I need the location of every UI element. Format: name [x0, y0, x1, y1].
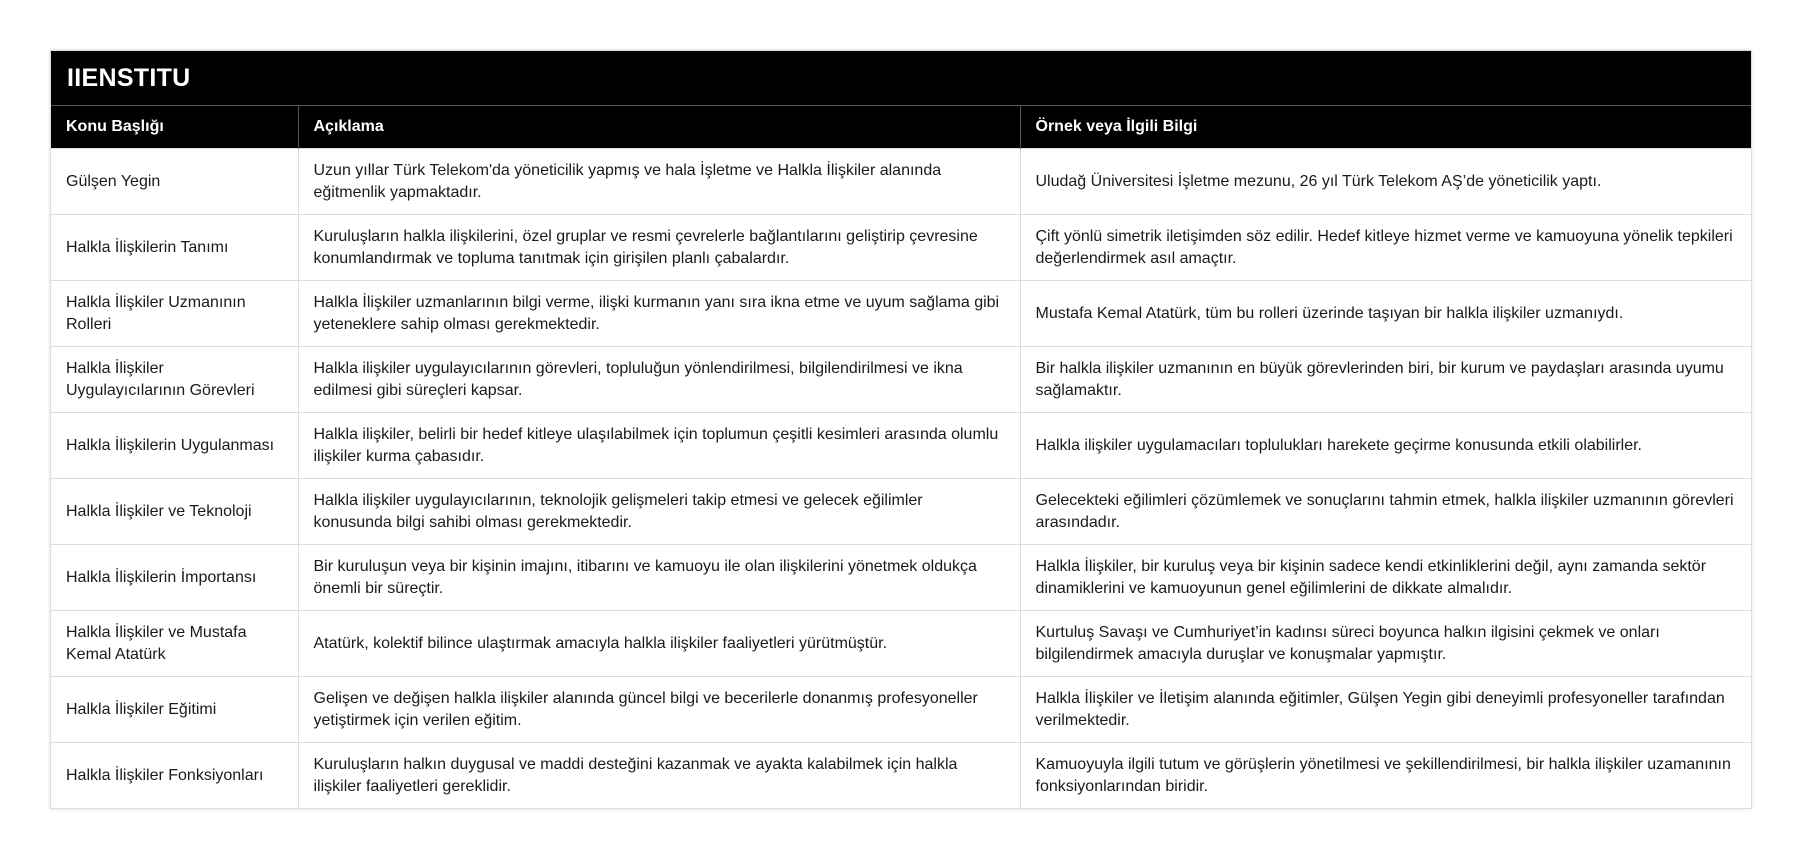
table-row — [51, 479, 1751, 545]
description-cell: Uzun yıllar Türk Telekom'da yöneticilik yapmış ve hala İşletme ve Halkla İlişkiler alanında eğitmenlik yapmaktadır. — [298, 149, 1020, 215]
table-header-row — [51, 106, 1751, 149]
topic-cell: Halkla İlişkilerin Uygulanması — [51, 413, 298, 479]
example-cell: Çift yönlü simetrik iletişimden söz edilir. Hedef kitleye hizmet verme ve kamuoyuna yönelik tepkileri değerlendirmek asıl amaçtır. — [1020, 215, 1751, 281]
table-row — [51, 743, 1751, 809]
table-row — [51, 215, 1751, 281]
topic-cell: Halkla İlişkiler Eğitimi — [51, 677, 298, 743]
example-cell: Kamuoyuyla ilgili tutum ve görüşlerin yönetilmesi ve şekillendirilmesi, bir halkla ilişkiler uzamanının fonksiyonlarından biridir. — [1020, 743, 1751, 809]
description-cell: Gelişen ve değişen halkla ilişkiler alanında güncel bilgi ve becerilerle donanmış profesyoneller yetiştirmek için verilen eğitim. — [298, 677, 1020, 743]
table-row — [51, 611, 1751, 677]
table-row — [51, 413, 1751, 479]
description-cell: Kuruluşların halkın duygusal ve maddi desteğini kazanmak ve ayakta kalabilmek için halkla ilişkiler faaliyetleri gereklidir. — [298, 743, 1020, 809]
example-cell: Halkla ilişkiler uygulamacıları toplulukları harekete geçirme konusunda etkili olabilirler. — [1020, 413, 1751, 479]
example-cell: Uludağ Üniversitesi İşletme mezunu, 26 yıl Türk Telekom AŞ’de yöneticilik yaptı. — [1020, 149, 1751, 215]
example-cell: Mustafa Kemal Atatürk, tüm bu rolleri üzerinde taşıyan bir halkla ilişkiler uzmanıydı. — [1020, 281, 1751, 347]
example-cell: Halkla İlişkiler, bir kuruluş veya bir kişinin sadece kendi etkinliklerini değil, aynı zamanda sektör dinamiklerini ve kamuoyunun genel eğilimlerini de dikkate almalıdır. — [1020, 545, 1751, 611]
example-cell: Gelecekteki eğilimleri çözümlemek ve sonuçlarını tahmin etmek, halkla ilişkiler uzmanının görevleri arasındadır. — [1020, 479, 1751, 545]
column-header-description: Açıklama — [298, 106, 1020, 149]
description-cell: Atatürk, kolektif bilince ulaştırmak amacıyla halkla ilişkiler faaliyetleri yürütmüştür. — [298, 611, 1020, 677]
description-cell: Halkla ilişkiler uygulayıcılarının görevleri, topluluğun yönlendirilmesi, bilgilendirilmesi ve ikna edilmesi gibi süreçleri kapsar. — [298, 347, 1020, 413]
description-cell: Halkla İlişkiler uzmanlarının bilgi verme, ilişki kurmanın yanı sıra ikna etme ve uyum sağlama gibi yeteneklere sahip olması gerekmektedir. — [298, 281, 1020, 347]
column-header-example: Örnek veya İlgili Bilgi — [1020, 106, 1751, 149]
topic-cell: Halkla İlişkilerin İmportansı — [51, 545, 298, 611]
description-cell: Bir kuruluşun veya bir kişinin imajını, itibarını ve kamuoyu ile olan ilişkilerini yönetmek oldukça önemli bir süreçtir. — [298, 545, 1020, 611]
topic-cell: Halkla İlişkiler Uzmanının Rolleri — [51, 281, 298, 347]
example-cell: Kurtuluş Savaşı ve Cumhuriyet’in kadınsı süreci boyunca halkın ilgisini çekmek ve onları bilgilendirmek amacıyla duruşlar ve konuşmalar yapmıştır. — [1020, 611, 1751, 677]
topic-cell: Halkla İlişkiler ve Teknoloji — [51, 479, 298, 545]
description-cell: Kuruluşların halkla ilişkilerini, özel gruplar ve resmi çevrelerle bağlantılarını geliştirip çevresine konumlandırmak ve topluma tanıtmak için girişilen planlı çabalardır. — [298, 215, 1020, 281]
description-cell: Halkla ilişkiler uygulayıcılarının, teknolojik gelişmeleri takip etmesi ve gelecek eğilimler konusunda bilgi sahibi olması gerekmektedir. — [298, 479, 1020, 545]
column-header-topic: Konu Başlığı — [51, 106, 298, 149]
content-card — [50, 50, 1752, 809]
topic-cell: Halkla İlişkiler Uygulayıcılarının Görevleri — [51, 347, 298, 413]
topic-cell: Halkla İlişkiler Fonksiyonları — [51, 743, 298, 809]
info-table — [51, 105, 1751, 808]
example-cell: Bir halkla ilişkiler uzmanının en büyük görevlerinden biri, bir kurum ve paydaşları arasında uyumu sağlamaktır. — [1020, 347, 1751, 413]
table-row — [51, 677, 1751, 743]
table-row — [51, 281, 1751, 347]
example-cell: Halkla İlişkiler ve İletişim alanında eğitimler, Gülşen Yegin gibi deneyimli profesyoneller tarafından verilmektedir. — [1020, 677, 1751, 743]
table-row — [51, 149, 1751, 215]
topic-cell: Halkla İlişkilerin Tanımı — [51, 215, 298, 281]
brand-title: IIENSTITU — [51, 51, 1751, 105]
description-cell: Halkla ilişkiler, belirli bir hedef kitleye ulaşılabilmek için toplumun çeşitli kesimleri arasında olumlu ilişkiler kurma çabasıdır. — [298, 413, 1020, 479]
topic-cell: Gülşen Yegin — [51, 149, 298, 215]
topic-cell: Halkla İlişkiler ve Mustafa Kemal Atatürk — [51, 611, 298, 677]
table-row — [51, 545, 1751, 611]
table-row — [51, 347, 1751, 413]
